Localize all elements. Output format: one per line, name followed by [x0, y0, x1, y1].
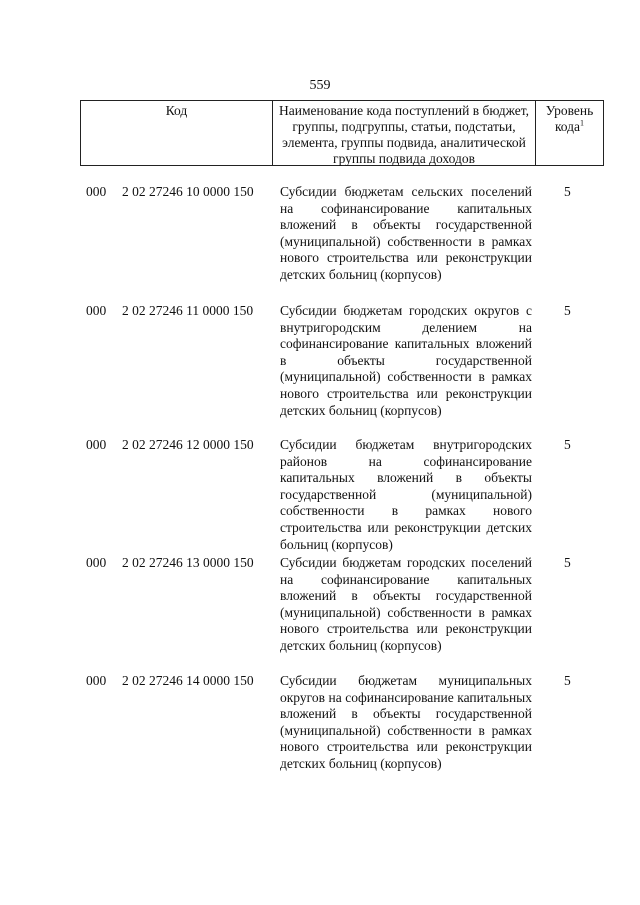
row-prefix: 000	[86, 555, 107, 570]
row-level: 5	[564, 184, 571, 199]
row-code: 2 02 27246 10 0000 150	[122, 184, 254, 199]
row-name: Субсидии бюджетам сельских поселений на софинансирование капитальных вложений в объекты государственной (муниципальной) собственности в рамках нового строительства или реконструкции детских больниц (корпусов)	[280, 184, 532, 282]
header-level-label: Уровень кода	[545, 103, 594, 134]
row-name: Субсидии бюджетам городских округов с внутригородским делением на софинансирование капитальных вложений в объекты государственной (муниципальной) собственности в рамках нового строительства или реконструкции детских больниц (корпусов)	[280, 303, 532, 418]
header-level-footnote: 1	[580, 118, 585, 128]
row-name: Субсидии бюджетам городских поселений на софинансирование капитальных вложений в объекты государственной (муниципальной) собственности в рамках нового строительства или реконструкции детских больниц (корпусов)	[280, 555, 532, 653]
row-code: 2 02 27246 13 0000 150	[122, 555, 254, 570]
page-number: 559	[309, 78, 331, 93]
row-code: 2 02 27246 14 0000 150	[122, 673, 254, 688]
row-code: 2 02 27246 11 0000 150	[122, 303, 254, 318]
row-prefix: 000	[86, 184, 107, 199]
header-code: Код	[81, 101, 273, 165]
row-prefix: 000	[86, 303, 107, 318]
header-name: Наименование кода поступлений в бюджет, группы, подгруппы, статьи, подстатьи, элемента, группы подвида, аналитической группы подвида доходов	[273, 101, 536, 165]
row-level: 5	[564, 303, 571, 318]
row-name: Субсидии бюджетам муниципальных округов на софинансирование капитальных вложений в объекты государственной (муниципальной) собственности в рамках нового строительства или реконструкции детских больниц (корпусов)	[280, 673, 532, 771]
row-prefix: 000	[86, 437, 107, 452]
row-name: Субсидии бюджетам внутригородских районов на софинансирование капитальных вложений в объекты государственной (муниципальной) собственности в рамках нового строительства или реконструкции детских больниц (корпусов)	[280, 437, 532, 552]
header-level	[536, 101, 603, 165]
row-level: 5	[564, 555, 571, 570]
row-prefix: 000	[86, 673, 107, 688]
table-header	[80, 100, 604, 166]
row-level: 5	[564, 673, 571, 688]
row-code: 2 02 27246 12 0000 150	[122, 437, 254, 452]
row-level: 5	[564, 437, 571, 452]
